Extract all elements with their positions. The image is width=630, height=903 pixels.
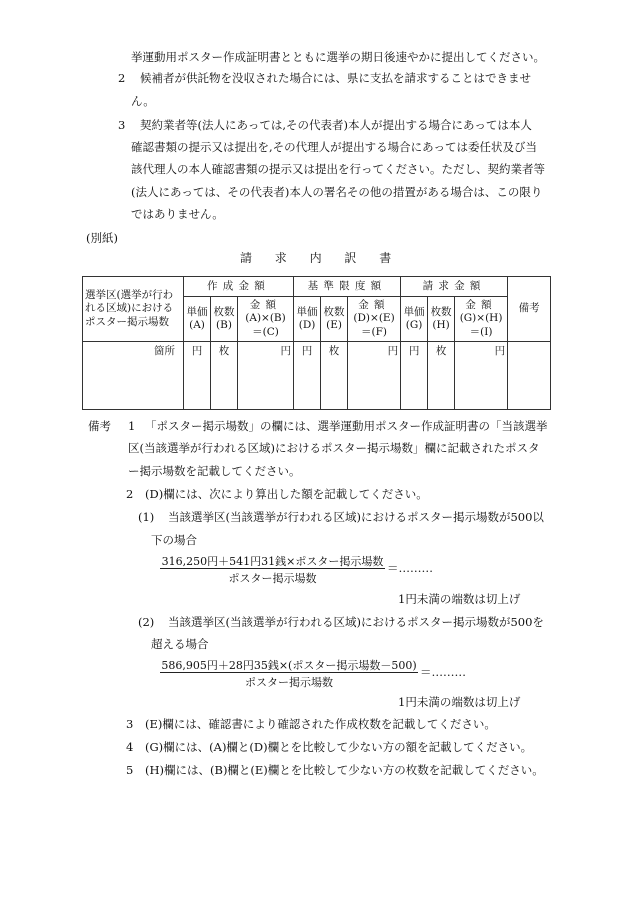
unit-price-a-header: 単価(A): [184, 297, 211, 342]
note-number: 4: [126, 740, 134, 754]
formula-denominator: ポスター掲示場数: [245, 676, 333, 689]
intro-line: 確認書類の提示又は提出を,その代理人が提出する場合にあっては委任状及び当: [131, 140, 538, 154]
note-line: ー掲示場数を記載してください。: [128, 464, 301, 478]
note-line: (D)欄には、次により算出した額を記載してください。: [145, 487, 428, 501]
unit-price-g-header: 単価(G): [401, 297, 428, 342]
notes-label: 備考: [88, 419, 111, 433]
remarks-header: 備考: [508, 277, 551, 342]
intro-line: 契約業者等(法人にあっては,その代表者)本人が提出する場合にあっては本人: [140, 118, 532, 132]
note-line: 当該選挙区(当該選挙が行われる区域)におけるポスター掲示場数が500以: [168, 510, 544, 524]
remarks-cell: [508, 342, 551, 410]
create-amount-header: 作成金額: [184, 277, 294, 297]
poster-sites-header: 選挙区(選挙が行われる区域)におけるポスター掲示場数: [83, 277, 184, 342]
count-b-header: 枚数(B): [211, 297, 238, 342]
amount-f-header: [348, 297, 401, 342]
rounding-note: 1円未満の端数は切上げ: [398, 695, 521, 709]
formula-numerator: 316,250円＋541円31銭×ポスター掲示場数: [161, 555, 384, 568]
amount-formula: (D)×(E): [353, 312, 395, 325]
unit-yen: 円: [238, 342, 294, 410]
unit-yen: 円: [348, 342, 401, 410]
amount-formula: (G)×(H): [459, 312, 503, 325]
intro-line: 挙運動用ポスター作成証明書とともに選挙の期日後速やかに提出してください。: [131, 50, 545, 64]
claim-amount-header: 請求金額: [401, 277, 508, 297]
unit-yen: 円: [401, 342, 428, 410]
count-h-header: 枚数(H): [428, 297, 455, 342]
note-line: (H)欄には、(B)欄と(E)欄とを比較して少ない方の枚数を記載してください。: [145, 763, 544, 777]
intro-line: ん。: [131, 94, 155, 108]
note-number: 2: [126, 487, 134, 501]
amount-result: ＝(F): [361, 325, 388, 338]
fraction-bar: [160, 672, 418, 673]
intro-line: ではありません。: [131, 207, 224, 221]
amount-result: ＝(C): [252, 325, 279, 338]
formula-equals: ＝………: [420, 665, 466, 679]
standard-limit-header: 基準限度額: [294, 277, 401, 297]
amount-c-header: [238, 297, 294, 342]
rounding-note: 1円未満の端数は切上げ: [398, 592, 521, 606]
unit-sheets: 枚: [428, 342, 455, 410]
note-line: 超える場合: [151, 637, 209, 651]
unit-sheets: 枚: [211, 342, 238, 410]
note-number: 5: [126, 763, 134, 777]
note-line: 「ポスター掲示場数」の欄には、選挙運動用ポスター作成証明書の「当該選挙: [145, 419, 548, 433]
unit-yen: 円: [294, 342, 321, 410]
amount-label: 金額: [465, 299, 497, 312]
note-line: 区(当該選挙が行われる区域)におけるポスター掲示場数」欄に記載されたポスタ: [128, 441, 540, 455]
note-number: 3: [126, 717, 134, 731]
item-number: 3: [118, 118, 126, 132]
note-number: 1: [128, 419, 136, 433]
amount-label: 金額: [358, 299, 390, 312]
formula-numerator: 586,905円＋28円35銭×(ポスター掲示場数－500): [161, 659, 417, 672]
unit-sheets: 枚: [321, 342, 348, 410]
note-line: 下の場合: [151, 533, 197, 547]
note-line: (G)欄には、(A)欄と(D)欄とを比較して少ない方の額を記載してください。: [145, 740, 533, 754]
formula-equals: ＝………: [387, 561, 433, 575]
attachment-label: (別紙): [86, 231, 118, 245]
document-title: 請求内訳書: [240, 251, 415, 265]
amount-formula: (A)×(B): [245, 312, 286, 325]
unit-yen: 円: [184, 342, 211, 410]
subitem-number: (2): [138, 615, 155, 629]
note-line: 当該選挙区(当該選挙が行われる区域)におけるポスター掲示場数が500を: [168, 615, 544, 629]
amount-i-header: [455, 297, 508, 342]
fraction-bar: [160, 568, 385, 569]
note-line: (E)欄には、確認書により確認された作成枚数を記載してください。: [145, 717, 496, 731]
count-e-header: 枚数(E): [321, 297, 348, 342]
intro-line: (法人にあっては、その代表者)本人の署名その他の措置がある場合は、この限り: [131, 185, 543, 199]
unit-places: 箇所: [83, 342, 184, 410]
unit-price-d-header: 単価(D): [294, 297, 321, 342]
formula-denominator: ポスター掲示場数: [228, 572, 317, 585]
item-number: 2: [118, 71, 126, 85]
amount-label: 金額: [249, 299, 282, 312]
subitem-number: (1): [138, 510, 155, 524]
unit-yen: 円: [455, 342, 508, 410]
intro-line: 候補者が供託物を没収された場合には、県に支払を請求することはできませ: [140, 71, 531, 85]
claim-breakdown-table: [82, 276, 551, 410]
amount-result: ＝(I): [469, 325, 493, 338]
intro-line: 該代理人の本人確認書類の提示又は提出を行ってください。ただし、契約業者等: [131, 162, 545, 176]
